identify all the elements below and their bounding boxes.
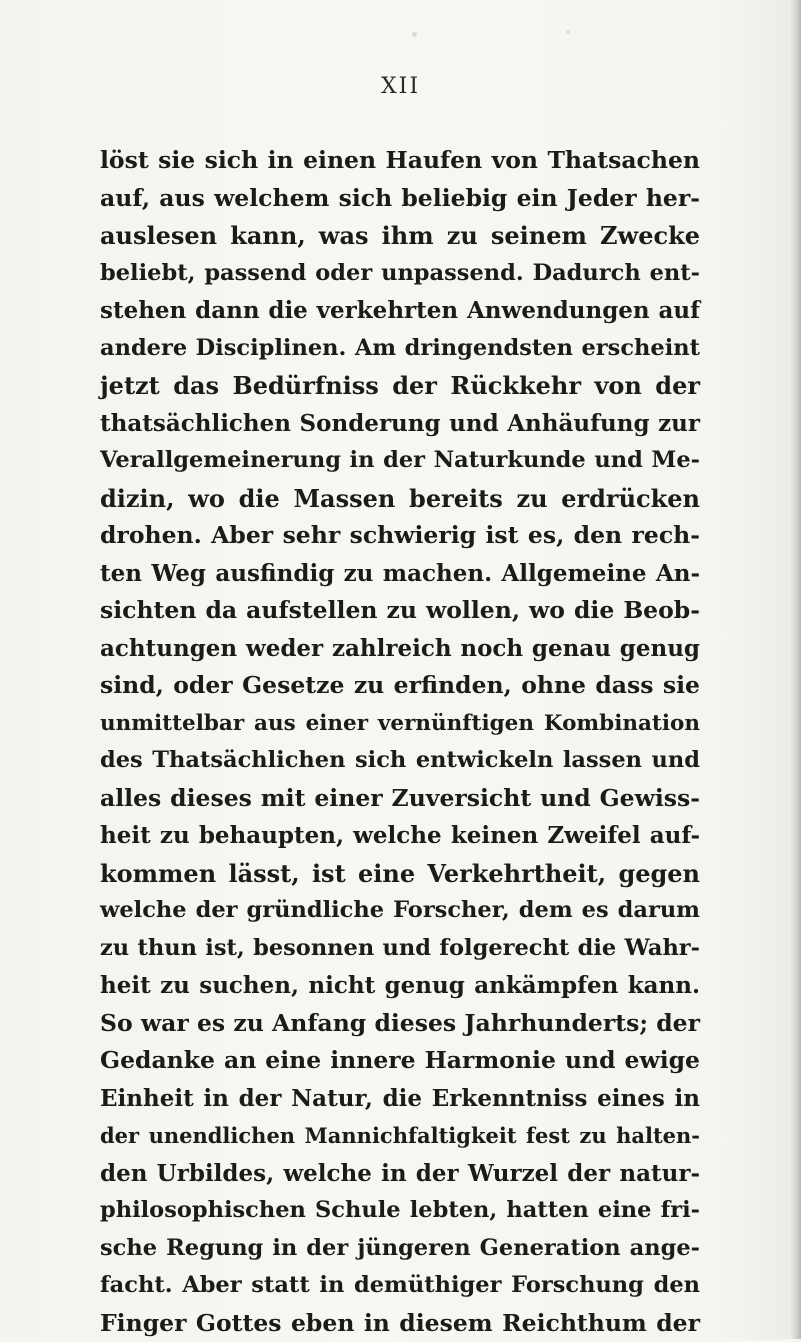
paper-speck xyxy=(412,32,417,37)
text-line: drohen. Aber sehr schwierig ist es, den rech- xyxy=(100,517,700,555)
text-line: löst sie sich in einen Haufen von Thatsachen xyxy=(100,142,700,180)
text-line: sind, oder Gesetze zu erfinden, ohne dass sie xyxy=(100,667,700,705)
text-line: Gedanke an eine innere Harmonie und ewige xyxy=(100,1042,700,1080)
text-line: auslesen kann, was ihm zu seinem Zwecke xyxy=(100,217,700,255)
page-number: XII xyxy=(0,74,801,99)
text-line: der unendlichen Mannichfaltigkeit fest zu halten- xyxy=(100,1117,700,1155)
text-line: sche Regung in der jüngeren Generation ange- xyxy=(100,1230,700,1268)
paper-speck xyxy=(566,30,570,34)
text-line: stehen dann die verkehrten Anwendungen auf xyxy=(100,292,700,330)
text-line: So war es zu Anfang dieses Jahrhunderts; der xyxy=(100,1005,700,1043)
text-line: ten Weg ausfindig zu machen. Allgemeine An- xyxy=(100,555,700,593)
text-line: alles dieses mit einer Zuversicht und Gewiss- xyxy=(100,780,700,818)
text-line: unmittelbar aus einer vernünftigen Kombination xyxy=(100,705,700,743)
text-line: auf, aus welchem sich beliebig ein Jeder her- xyxy=(100,180,700,218)
text-line: philosophischen Schule lebten, hatten eine fri- xyxy=(100,1192,700,1230)
text-line: Einheit in der Natur, die Erkenntniss eines in xyxy=(100,1080,700,1118)
text-line: beliebt, passend oder unpassend. Dadurch ent- xyxy=(100,255,700,293)
text-line: dizin, wo die Massen bereits zu erdrücken xyxy=(100,480,700,518)
text-line: Verallgemeinerung in der Naturkunde und Me- xyxy=(100,442,700,480)
text-line: Finger Gottes eben in diesem Reichthum der xyxy=(100,1305,700,1342)
text-line: welche der gründliche Forscher, dem es darum xyxy=(100,892,700,930)
text-line: facht. Aber statt in demüthiger Forschung den xyxy=(100,1267,700,1305)
text-line: heit zu behaupten, welche keinen Zweifel auf- xyxy=(100,817,700,855)
text-line: kommen lässt, ist eine Verkehrtheit, gegen xyxy=(100,855,700,893)
text-line: des Thatsächlichen sich entwickeln lassen und xyxy=(100,742,700,780)
text-line: heit zu suchen, nicht genug ankämpfen kann. xyxy=(100,967,700,1005)
text-line: jetzt das Bedürfniss der Rückkehr von der xyxy=(100,367,700,405)
body-text xyxy=(100,142,700,1342)
page-edge xyxy=(791,0,801,1339)
text-line: andere Disciplinen. Am dringendsten erscheint xyxy=(100,330,700,368)
text-line: sichten da aufstellen zu wollen, wo die Beob- xyxy=(100,592,700,630)
text-line: achtungen weder zahlreich noch genau genug xyxy=(100,630,700,668)
text-line: zu thun ist, besonnen und folgerecht die Wahr- xyxy=(100,930,700,968)
text-line: den Urbildes, welche in der Wurzel der natur- xyxy=(100,1155,700,1193)
text-line: thatsächlichen Sonderung und Anhäufung zur xyxy=(100,405,700,443)
